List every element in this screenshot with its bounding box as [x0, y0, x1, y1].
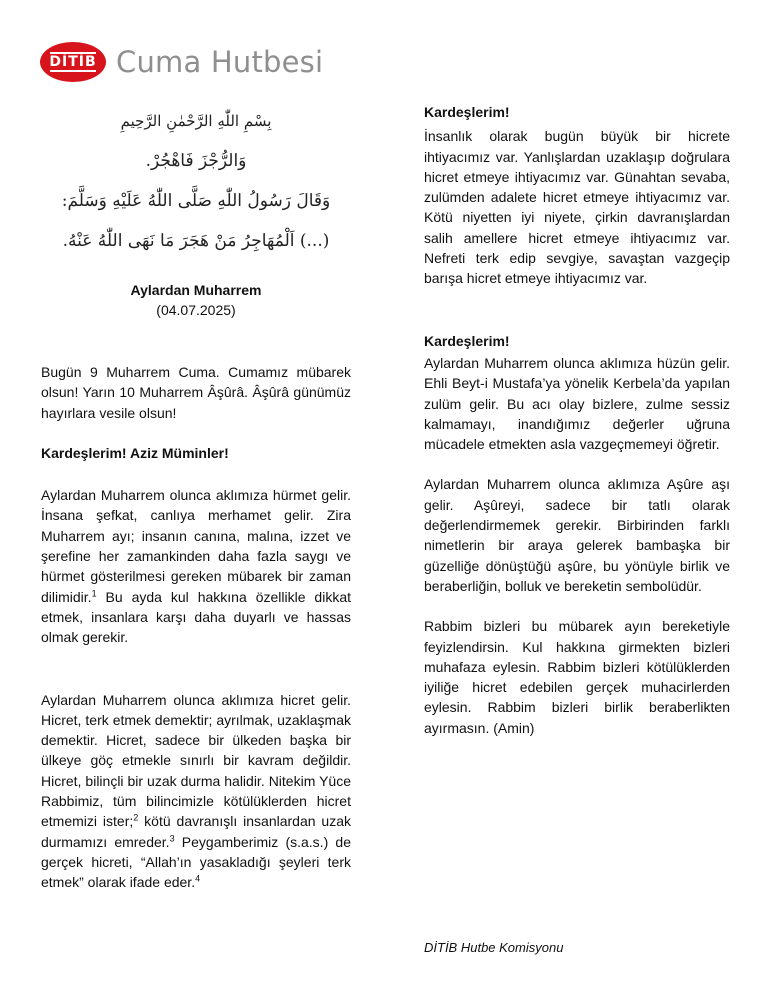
paragraph-hurmet: [41, 485, 351, 647]
footnote-ref-4: 4: [195, 873, 201, 884]
footnote-ref-3: 3: [169, 832, 175, 843]
left-column: [41, 104, 351, 893]
paragraph-dua: Rabbim bizleri bu mübarek ayın bereketiyle feyizlendirsin. Kul hakkına girmekten bizleri muhafaza eylesin. Rabbim bizleri kötülüklerden iyiliğe hicret edebilen gerçek muhacirlerden eylesin. Rabbim bizleri birlik beraberlikten ayırmasın. (Amin): [424, 618, 730, 736]
paragraph-insanlik: İnsanlık olarak bugün büyük bir hicrete ihtiyacımız var. Yanlışlardan uzaklaşıp doğrulara hicret etmeye ihtiyacımız var. Günahtan sevaba, zulümden adalete hicret etmeye ihtiyacımız var. Kötü niyetten iyi niyete, çirkin davranışlardan salih amellere hicret etmeye ihtiyacımız var. Nefreti terk edip sevgiye, savaştan vazgeçip barışa hicret etmeye ihtiyacımız var.: [424, 128, 730, 287]
paragraph-hicret-text-a: Aylardan Muharrem olunca aklımıza hicret gelir. Hicret, terk etmek demektir; ayrılmak, uzaklaşmak demektir. Hicret, sadece bir ülkeden başka bir ülkeye göç etmekle sınırlı bir kavram değildir. Hicret, bilinçli bir uzak durma halidir. Nitekim Yüce Rabbimiz, tüm bilincimizle kötülüklerden hicret etmemizi ister;: [41, 691, 351, 830]
paragraph-asure: Aylardan Muharrem olunca aklımıza Aşûre aşı gelir. Aşûreyi, sadece bir tatlı olarak değerlendirmemek gerekir. Birbirinden farklı nimetlerin bir araya gelerek bambaşka bir güzelliğe dönüştüğü aşûre, bu yönüyle birlik ve beraberliğin, bolluk ve bereketin sembolüdür.: [424, 476, 730, 594]
heading-aziz-muminler: Kardeşlerim! Aziz Müminler!: [41, 444, 229, 461]
paragraph-hicret-text-b: kötü davranışlı insanlardan uzak durmamızı emreder.: [41, 813, 351, 850]
sermon-title-block: [41, 280, 351, 320]
footnote-ref-2: 2: [133, 812, 139, 823]
paragraph-hicret: [41, 690, 351, 893]
site-title: Cuma Hutbesi: [116, 45, 324, 79]
ditib-logo: [40, 42, 106, 82]
arabic-hadith: (...) اَلْمُهَاجِرُ مَنْ هَجَرَ مَا نَهَى اللّٰهُ عَنْهُ.: [62, 231, 330, 251]
logo-text: DİTİB: [49, 54, 97, 70]
heading-kardeslerim-1: Kardeşlerim!: [424, 104, 510, 120]
sermon-date: (04.07.2025): [156, 302, 236, 318]
paragraph-hurmet-text-b: Bu ayda kul hakkına özellikle dikkat etmek, insanlara karşı daha duyarlı ve hassas olmak gerekir.: [41, 588, 351, 646]
paragraph-hicret-text-c: Peygamberimiz (s.a.s.) de gerçek hicreti, “Allah’ın yasakladığı şeyleri terk etmek” olarak ifade eder.: [41, 833, 352, 891]
heading-kardeslerim-2: Kardeşlerim!: [424, 332, 510, 349]
arabic-hadith-intro: وَقَالَ رَسُولُ اللّٰهِ صَلَّى اللّٰهُ عَلَيْهِ وَسَلَّمَ:: [61, 191, 331, 211]
sermon-title: Aylardan Muharrem: [130, 282, 262, 298]
paragraph-kerbela: Aylardan Muharrem olunca aklımıza hüzün gelir. Ehli Beyt-i Mustafa’ya yönelik Kerbela’da yapılan zulüm gelir. Bu acı olay bizlere, zulme sessiz kalmamayı, inandığımız değerler uğruna mücadele etmekten asla vazgeçmemeyi öğretir.: [424, 354, 730, 453]
intro-paragraph: Bugün 9 Muharrem Cuma. Cumamız mübarek olsun! Yarın 10 Muharrem Âşûrâ. Âşûrâ günümüz hayırlara vesile olsun!: [41, 364, 351, 421]
arabic-verse: وَالرُّجْزَ فَاهْجُرْ.: [145, 151, 247, 171]
footnote-ref-1: 1: [91, 588, 97, 599]
right-column: [424, 102, 730, 738]
logo-bottom-line: [50, 70, 96, 72]
signature: DİTİB Hutbe Komisyonu: [424, 940, 564, 955]
basmala: بِسْمِ اللّٰهِ الرَّحْمٰنِ الرَّحِيمِ: [120, 112, 272, 130]
arabic-block: [41, 110, 351, 254]
page-header: [40, 38, 323, 86]
paragraph-hurmet-text-a: Aylardan Muharrem olunca aklımıza hürmet gelir. İnsana şefkat, canlıya merhamet gelir. Zira Muharrem ayı; insanın canına, malına, izzet ve şerefine her zamankinden daha fazla saygı ve hürmet gösterilmesi gereken mübarek bir zaman dilimidir.: [41, 487, 351, 605]
